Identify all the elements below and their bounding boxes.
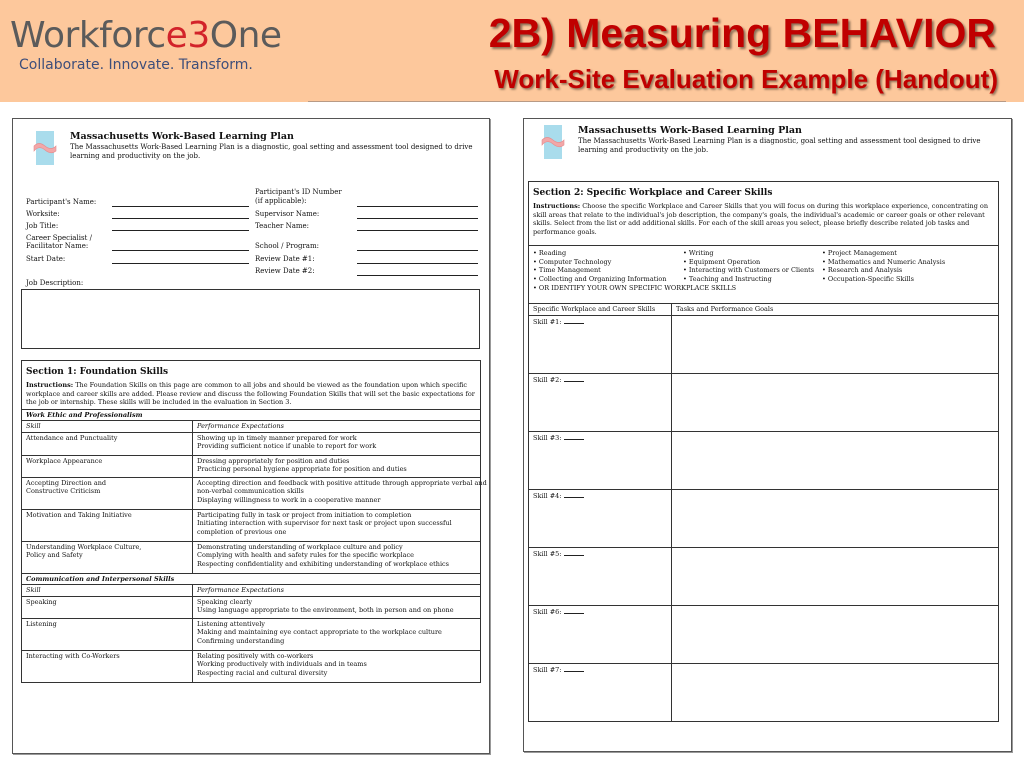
skill-number-label: Skill #6: [533, 607, 562, 616]
skill-option: • Occupation-Specific Skills [822, 274, 914, 283]
skill-name: Understanding Workplace Culture, [26, 542, 142, 551]
skill-entry-cell[interactable] [529, 431, 672, 489]
skill-number-label: Skill #1: [533, 317, 562, 326]
document-header [578, 125, 996, 155]
document-header [70, 131, 475, 161]
skill-name-cell [22, 596, 193, 618]
skill-option: • Equipment Operation [683, 257, 761, 266]
participant-name-label: Participant's Name: [26, 198, 97, 206]
performance-expectation: Providing sufficient notice if unable to report for work [197, 442, 377, 450]
performance-expectation-cell [193, 432, 481, 455]
skills-column-header: Specific Workplace and Career Skills [529, 303, 672, 315]
performance-expectation: Participating fully in task or project from initiation to completion [197, 510, 412, 519]
tasks-goals-cell[interactable] [672, 489, 999, 547]
skill-name-blank[interactable] [564, 607, 584, 614]
skill-name-cell [22, 432, 193, 455]
skill-entry-row [529, 431, 999, 489]
logo-text-part1: Workforc [10, 15, 166, 56]
handout-page-2 [523, 118, 1012, 752]
skill-name: Motivation and Taking Initiative [26, 510, 132, 519]
tasks-goals-cell[interactable] [672, 663, 999, 721]
skill-option: • Computer Technology [533, 257, 612, 266]
performance-column-header: Performance Expectations [193, 421, 481, 433]
skill-name: Listening [26, 619, 57, 628]
section1-instructions-label: Instructions: [26, 381, 74, 389]
document-title: Massachusetts Work-Based Learning Plan [578, 125, 802, 136]
skill-name: Accepting Direction and [26, 478, 107, 487]
skill-row [22, 477, 481, 509]
skill-column-header: Skill [22, 585, 193, 597]
section2-instructions-text: Choose the specific Workplace and Career Skills that you will focus on during this workplace experience, concentrating on skill areas that relate to the individual's job description, the company's goals, the individual's academic or career goals or other relevant skills. Select from the list or add additional skills. For each of the skill areas you select, please briefly describe related job tasks and performance goals. [533, 202, 989, 236]
workplace-skills-table [528, 181, 999, 722]
category-communication: Communication and Interpersonal Skills [22, 573, 481, 585]
school-program-label: School / Program: [255, 242, 319, 250]
performance-expectation: Working productively with individuals and in teams [197, 660, 367, 668]
career-specialist-label: Career Specialist / [26, 234, 92, 242]
skill-row [22, 650, 481, 682]
performance-expectation: Making and maintaining eye contact appropriate to the workplace culture [197, 628, 442, 636]
worksite-field[interactable] [112, 218, 249, 219]
tasks-goals-cell[interactable] [672, 431, 999, 489]
performance-expectation: Complying with health and safety rules for the specific workplace [197, 551, 414, 559]
skill-number-label: Skill #4: [533, 491, 562, 500]
skill-entry-cell[interactable] [529, 373, 672, 431]
skill-name-blank[interactable] [564, 375, 584, 382]
tasks-goals-cell[interactable] [672, 605, 999, 663]
skills-list [529, 246, 999, 304]
document-description: The Massachusetts Work-Based Learning Plan is a diagnostic, goal setting and assessment tool designed to drive learning and productivity on the job. [70, 143, 473, 160]
skill-option: • Time Management [533, 266, 601, 274]
performance-expectation-cell [193, 650, 481, 682]
skill-option: • Research and Analysis [822, 266, 903, 274]
skill-name: Workplace Appearance [26, 456, 103, 465]
skill-option: • Interacting with Customers or Clients [683, 266, 815, 274]
section1-title: Section 1: Foundation Skills [22, 361, 481, 382]
skill-entry-row [529, 373, 999, 431]
own-skills-option: • OR IDENTIFY YOUR OWN SPECIFIC WORKPLACE SKILLS [533, 284, 737, 292]
performance-expectation: Using language appropriate to the environment, both in person and on phone [197, 606, 454, 614]
skill-option: • Collecting and Organizing Information [533, 274, 667, 283]
skill-row [22, 432, 481, 455]
performance-expectation: Demonstrating understanding of workplace culture and policy [197, 542, 403, 551]
skill-option: • Mathematics and Numeric Analysis [822, 257, 946, 266]
performance-expectation-cell [193, 618, 481, 650]
document-title: Massachusetts Work-Based Learning Plan [70, 131, 294, 142]
job-description-box[interactable] [21, 289, 480, 349]
skill-name: Constructive Criticism [26, 487, 101, 495]
performance-expectation-cell [193, 455, 481, 477]
skill-entry-cell[interactable] [529, 547, 672, 605]
skill-entry-cell[interactable] [529, 605, 672, 663]
skill-name-blank[interactable] [564, 491, 584, 498]
performance-expectation: Showing up in timely manner prepared for work [197, 433, 357, 442]
tasks-goals-cell[interactable] [672, 373, 999, 431]
performance-expectation: Practicing personal hygiene appropriate for position and duties [197, 465, 407, 473]
performance-expectation-cell [193, 509, 481, 541]
logo-tagline: Collaborate. Innovate. Transform. [19, 57, 253, 73]
start-date-field[interactable] [112, 263, 249, 264]
skill-name: Attendance and Punctuality [26, 433, 118, 442]
skills-column-3 [822, 249, 992, 283]
skill-entry-cell[interactable] [529, 315, 672, 373]
massachusetts-state-icon [33, 131, 57, 165]
section2-instructions-label: Instructions: [533, 202, 581, 210]
job-title-label: Job Title: [26, 222, 59, 230]
skill-number-label: Skill #7: [533, 665, 562, 674]
header-divider [308, 101, 1006, 102]
job-description-label: Job Description: [26, 279, 84, 287]
skill-column-header: Skill [22, 421, 193, 433]
foundation-skills-table [21, 360, 487, 683]
skill-name: Interacting with Co-Workers [26, 651, 120, 660]
skills-column-2 [683, 249, 822, 283]
skill-name-cell [22, 650, 193, 682]
review-date-1-label: Review Date #1: [255, 255, 315, 263]
skill-name-cell [22, 618, 193, 650]
worksite-label: Worksite: [26, 210, 60, 218]
review-date-2-field[interactable] [357, 275, 478, 276]
performance-expectation-cell [193, 596, 481, 618]
slide-title: 2B) Measuring BEHAVIOR [488, 10, 996, 56]
performance-expectation-cell [193, 541, 481, 573]
workforce-one-logo [10, 16, 282, 73]
category-work-ethic: Work Ethic and Professionalism [22, 409, 481, 421]
skill-option: • Project Management [822, 249, 897, 257]
skill-option: • Teaching and Instructing [683, 274, 772, 283]
skill-name-blank[interactable] [564, 317, 584, 324]
skill-entry-row [529, 663, 999, 721]
participant-name-field[interactable] [112, 206, 249, 207]
facilitator-name-label: Facilitator Name: [26, 242, 89, 250]
skill-name: Speaking [26, 597, 57, 606]
skill-row [22, 541, 481, 573]
skill-row [22, 509, 481, 541]
skill-name-blank[interactable] [564, 549, 584, 556]
supervisor-name-field[interactable] [357, 218, 478, 219]
skill-name-cell [22, 455, 193, 477]
facilitator-name-field[interactable] [112, 250, 249, 251]
document-description: The Massachusetts Work-Based Learning Plan is a diagnostic, goal setting and assessment tool designed to drive learning and productivity on the job. [578, 137, 981, 154]
teacher-name-field[interactable] [357, 230, 478, 231]
performance-expectation: Relating positively with co-workers [197, 651, 314, 660]
skill-number-label: Skill #3: [533, 433, 562, 442]
skill-entry-row [529, 547, 999, 605]
skill-number-label: Skill #5: [533, 549, 562, 558]
participant-id-label: Participant's ID Number [255, 188, 342, 196]
logo-e3-mark: e3 [165, 15, 210, 56]
performance-expectation: Displaying willingness to work in a cooperative manner [197, 495, 381, 504]
review-date-1-field[interactable] [357, 263, 478, 264]
school-program-field[interactable] [357, 250, 478, 251]
section2-title: Section 2: Specific Workplace and Career Skills [529, 182, 999, 203]
section1-instructions [22, 381, 481, 409]
section2-instructions [529, 202, 999, 246]
slide-subtitle: Work-Site Evaluation Example (Handout) [494, 64, 998, 94]
skill-option: • Reading [533, 249, 567, 257]
performance-expectation: Confirming understanding [197, 636, 285, 645]
skill-name-cell [22, 509, 193, 541]
performance-expectation: Dressing appropriately for position and duties [197, 456, 350, 465]
performance-expectation: Accepting direction and feedback with positive attitude through appropriate verbal and [197, 478, 487, 487]
skill-row [22, 618, 481, 650]
section1-instructions-text: The Foundation Skills on this page are common to all jobs and should be viewed as the foundation upon which specific workplace and career skills are added. Please review and discuss the following Foundation Skills that will set the basic expectations for the job or internship. These skills will be included in the evaluation in Section 3. [26, 381, 475, 406]
performance-expectation: Respecting racial and cultural diversity [197, 668, 328, 677]
tasks-goals-cell[interactable] [672, 547, 999, 605]
performance-expectation-cell [193, 477, 487, 509]
skill-entry-row [529, 315, 999, 373]
skill-name-cell [22, 541, 193, 573]
start-date-label: Start Date: [26, 255, 66, 263]
skill-row [22, 455, 481, 477]
skill-name-blank[interactable] [564, 433, 584, 440]
massachusetts-state-icon [541, 125, 565, 159]
skill-name: Policy and Safety [26, 551, 83, 559]
logo-text-part3: One [209, 15, 282, 56]
performance-expectation: Respecting confidentiality and exhibiting understanding of workplace ethics [197, 559, 450, 568]
skill-option: • Writing [683, 249, 714, 257]
participant-id-label-2: (if applicable): [255, 197, 307, 205]
skills-column-1 [533, 249, 683, 283]
performance-expectation: Listening attentively [197, 619, 265, 628]
skill-name-cell [22, 477, 193, 509]
job-title-field[interactable] [112, 230, 249, 231]
performance-expectation: non-verbal communication skills [197, 487, 304, 495]
skill-entry-cell[interactable] [529, 489, 672, 547]
performance-expectation: Initiating interaction with supervisor for next task or project upon successful [197, 519, 452, 527]
performance-expectation: completion of previous one [197, 527, 287, 536]
performance-expectation: Speaking clearly [197, 597, 253, 606]
skill-number-label: Skill #2: [533, 375, 562, 384]
participant-id-field[interactable] [357, 206, 478, 207]
supervisor-name-label: Supervisor Name: [255, 210, 320, 218]
performance-column-header: Performance Expectations [193, 585, 481, 597]
review-date-2-label: Review Date #2: [255, 267, 315, 275]
tasks-column-header: Tasks and Performance Goals [672, 303, 999, 315]
handout-page-1 [12, 118, 490, 754]
teacher-name-label: Teacher Name: [255, 222, 310, 230]
skill-row [22, 596, 481, 618]
skill-entry-row [529, 605, 999, 663]
tasks-goals-cell[interactable] [672, 315, 999, 373]
skill-entry-row [529, 489, 999, 547]
skill-name-blank[interactable] [564, 665, 584, 672]
skill-entry-cell[interactable] [529, 663, 672, 721]
